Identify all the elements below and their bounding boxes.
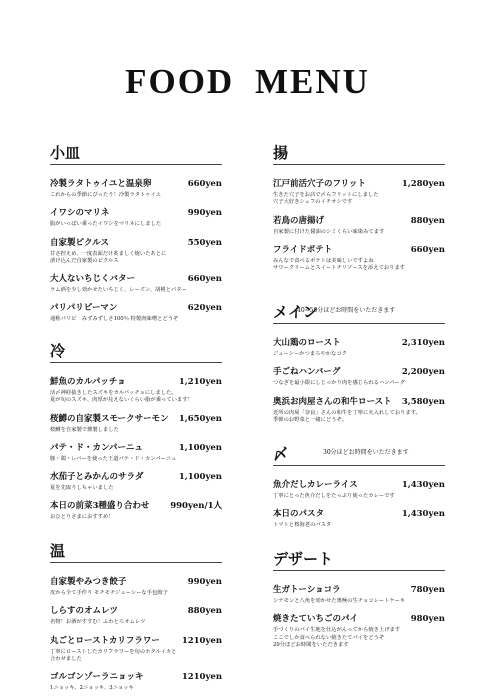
menu-item-description: 丁寧にローストしたカリフラワーを旬のホタルイカと 合わせました: [50, 648, 177, 662]
section-heading-text: 温: [50, 542, 66, 560]
menu-item: [50, 576, 222, 597]
section-heading-text: 揚: [273, 144, 289, 162]
section-divider: [273, 323, 445, 324]
menu-item-price: 2,310yen: [401, 338, 445, 348]
menu-item-list: [273, 479, 445, 530]
menu-item: [50, 178, 222, 199]
menu-item-description: ラム酒を少し効かせたいちじく、レーズン、胡桃とバター: [50, 287, 187, 294]
menu-item-name: 焼きたていちごのパイ: [273, 614, 359, 625]
menu-item-price: 660yen: [410, 244, 445, 255]
section-heading-text: 小皿: [50, 144, 81, 162]
menu-item-description: 活〆神経抜きしたスズキをカルパッチョにしました。 夏が旬のスズキ、肉厚が見えないくらい脂が乗っています！: [50, 390, 193, 404]
menu-item-list: [273, 584, 445, 649]
section-heading: [273, 443, 445, 463]
menu-title: FOOD MENU: [125, 62, 370, 101]
section-divider: [273, 164, 445, 165]
menu-item-name: 自家製ピクルス: [50, 237, 109, 248]
menu-item-price: 990yen/1人: [170, 501, 222, 512]
section-heading: [50, 142, 222, 162]
menu-item-list: [50, 376, 222, 522]
menu-item-name: 鮮魚のカルパッチョ: [50, 377, 126, 387]
menu-item-price: 1,280yen: [401, 179, 445, 189]
menu-item-price: 1,650yen: [178, 413, 222, 424]
menu-item: [273, 178, 445, 207]
menu-item-price: 980yen: [410, 614, 445, 625]
menu-item-price: 3,580yen: [401, 396, 445, 407]
menu-item: [50, 635, 222, 664]
section-shime: [273, 443, 445, 538]
menu-item-name: 生ガトーショコラ: [273, 585, 341, 595]
menu-item-description: 甘さ控えめ、一度表面だけ炙ましく焼いたあとに 漬け込んだ自家製のピクルス: [50, 250, 167, 264]
section-heading: [273, 142, 445, 162]
menu-item-description: 桜鱒を自家製で燻製しました: [50, 426, 119, 433]
section-on: [50, 540, 222, 700]
section-heading-text: メイン: [273, 303, 318, 321]
menu-item: [273, 479, 445, 500]
menu-item: [50, 671, 222, 692]
menu-item-name: 大人ないちじくバター: [50, 274, 136, 285]
menu-item-price: 660yen: [187, 274, 222, 285]
section-heading: [50, 540, 222, 560]
menu-item-price: 2,200yen: [401, 367, 445, 378]
menu-item-price: 990yen: [187, 577, 222, 587]
menu-item: [273, 508, 445, 529]
section-divider: [273, 570, 445, 571]
menu-item-price: 990yen: [187, 208, 222, 219]
menu-item-price: 1,430yen: [401, 509, 445, 520]
menu-item: [50, 442, 222, 463]
section-dessert: [273, 548, 445, 657]
menu-item: [273, 584, 445, 605]
menu-item-description: 生きた穴子をお店で〆らフリットにしました 穴子大好きシェフのイチオシです: [273, 192, 379, 206]
menu-item-description: おひとりさまにおすすめ！: [50, 514, 114, 521]
section-heading: [273, 548, 445, 568]
menu-item: [273, 215, 445, 236]
section-heading: [273, 301, 445, 321]
section-note: 30分ほどお時間をいただきます: [323, 449, 409, 456]
menu-item-price: 880yen: [187, 606, 222, 617]
menu-item: [50, 273, 222, 294]
menu-item-price: 1,210yen: [178, 377, 222, 387]
menu-item-description: 通称パリピ みずみずしさ100％ 特製肉味噌とどうぞ: [50, 316, 179, 323]
menu-item-description: 手づくりのパイ生地を仕込がんってから焼き上げます ここでしか食べられない焼きたてパイをどうぞ 20分ほどお時間をいただきます: [273, 627, 401, 648]
section-heading: [50, 340, 222, 360]
menu-item-price: 1,100yen: [178, 472, 222, 483]
menu-item-description: 脂がいっぱい乗ったイワシをマリネにしました: [50, 221, 162, 228]
menu-item: [50, 302, 222, 323]
menu-item-name: 本日の前菜3種盛り合わせ: [50, 501, 150, 512]
section-age: [273, 142, 445, 280]
menu-item-description: 近所の肉屋「奈良」さんの和牛を丁寧に火入れしております。 季節のお野菜と一緒にどうぞ。: [273, 409, 421, 423]
menu-item-list: [50, 178, 222, 324]
menu-item-name: 奥浜お肉屋さんの和牛ロースト: [273, 396, 392, 407]
menu-item: [50, 471, 222, 492]
menu-item-name: 江戸前活穴子のフリット: [273, 179, 366, 189]
menu-item-list: [50, 576, 222, 692]
menu-item-description: つなぎを最小限にしじっかり肉を感じられるハンバーグ: [273, 380, 406, 387]
section-rei: [50, 340, 222, 530]
menu-item-name: パリパリピーマン: [50, 303, 118, 314]
menu-item-price: 1,100yen: [178, 442, 222, 453]
menu-item-name: 冷製ラタトゥイユと温泉卵: [50, 179, 152, 189]
menu-item-price: 1210yen: [181, 635, 222, 646]
menu-item-name: ゴルゴンゾーラニョッキ: [50, 672, 144, 683]
menu-item-list: [273, 178, 445, 272]
section-divider: [273, 465, 445, 466]
menu-item-description: トマトと桜海老のパスタ: [273, 522, 332, 529]
section-note: 40~50分ほどお時間をいただきます: [297, 307, 396, 314]
section-heading-text: 〆: [273, 445, 289, 463]
menu-item-description: 夏を先取りしちゃいました: [50, 485, 114, 492]
section-main: [273, 301, 445, 432]
menu-item-name: 大山鶏のロースト: [273, 338, 341, 348]
menu-item-name: 若鳥の唐揚げ: [273, 215, 325, 226]
section-heading-text: デザート: [273, 550, 334, 568]
menu-item-price: 1,430yen: [401, 480, 445, 490]
menu-item-list: [273, 337, 445, 424]
menu-item-description: 1ニョッキ、2ニョッキ、3ニョッキ: [50, 685, 134, 692]
section-divider: [50, 562, 222, 563]
menu-item-name: パテ・ド・カンパーニュ: [50, 442, 143, 453]
menu-item-description: シナモンと八角を効かせた奥極の生チョコレートケーキ: [273, 598, 406, 604]
menu-item-price: 780yen: [410, 585, 445, 595]
menu-item: [50, 207, 222, 228]
menu-item: [273, 337, 445, 358]
menu-item-price: 620yen: [187, 303, 222, 314]
menu-item-name: 本日のパスタ: [273, 509, 325, 520]
menu-item-description: 名物！お酒がすすむ！ふわとろオムレツ: [50, 619, 146, 626]
section-divider: [50, 362, 222, 363]
menu-item: [273, 366, 445, 387]
menu-item-name: 水茄子とみかんのサラダ: [50, 472, 144, 483]
menu-item: [273, 613, 445, 649]
section-heading-text: 冷: [50, 342, 66, 360]
section-divider: [50, 164, 222, 165]
menu-item: [273, 396, 445, 425]
menu-item: [273, 244, 445, 273]
menu-item-description: 自家製に付けた醤油のシミくらい味染みてます: [273, 228, 385, 235]
menu-item-name: 魚介だしカレーライス: [273, 480, 358, 490]
menu-item-description: ジューシーかつまろやかなコク: [273, 351, 347, 357]
menu-item-description: 丁寧にとった魚介だしをたっぷり使ったカレーです: [273, 493, 395, 499]
menu-item-name: 自家製やみつき餃子: [50, 577, 127, 587]
menu-item-price: 660yen: [187, 179, 222, 189]
menu-item-description: これからの季節にぴったり！冷製ラタトゥイユ: [50, 192, 161, 198]
menu-item-price: 550yen: [187, 237, 222, 248]
menu-item: [50, 605, 222, 626]
menu-item-name: フライドポテト: [273, 244, 333, 255]
menu-item: [50, 237, 222, 266]
menu-item-name: 桜鱒の自家製スモークサーモン: [50, 413, 169, 424]
menu-item-name: しらすのオムレツ: [50, 606, 119, 617]
menu-item-price: 1210yen: [181, 672, 222, 683]
section-kozara: [50, 142, 222, 332]
menu-item: [50, 500, 222, 521]
menu-item-name: 丸ごとローストカリフラワー: [50, 635, 160, 646]
menu-item-name: 手ごねハンバーグ: [273, 367, 341, 378]
menu-item-description: みんなで食べるポテトは美味しいですよね サワークリームとスイートチリソースを添えております: [273, 257, 406, 272]
menu-item: [50, 376, 222, 405]
menu-item: [50, 413, 222, 434]
menu-item-description: 皮から全て手作り モチモチジューシーな手包餃子: [50, 590, 168, 596]
menu-item-description: 豚・鶏・レバーを使った王道パテ・ド・カンパーニュ: [50, 455, 177, 462]
menu-item-price: 880yen: [410, 215, 445, 226]
menu-item-name: イワシのマリネ: [50, 208, 110, 219]
